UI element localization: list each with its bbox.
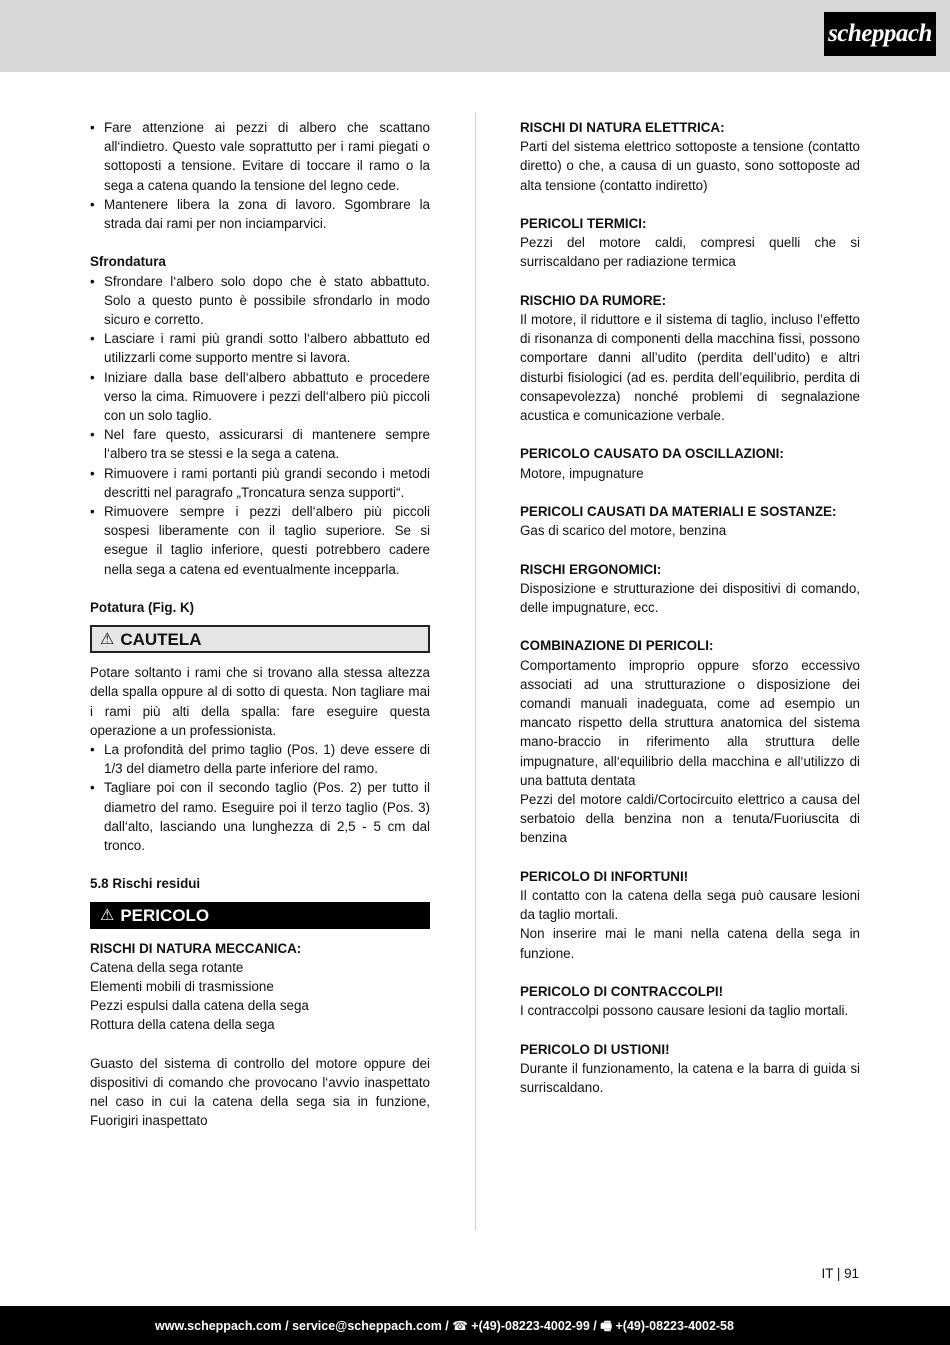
warning-triangle-icon: ⚠ xyxy=(100,906,115,924)
page-number: IT | 91 xyxy=(821,1266,859,1281)
risk-text: Parti del sistema elettrico sottoposte a tensione (contatto diretto) o che, a causa di un guasto, sono sottoposte ad alta tensione (contatto indiretto) xyxy=(520,139,860,193)
risk-heading: PERICOLO DI INFORTUNI! xyxy=(520,868,689,884)
risk-heading: RISCHI ERGONOMICI: xyxy=(520,561,662,577)
risk-text: Non inserire mai le mani nella catena della sega in funzione. xyxy=(520,926,860,961)
section-heading-potatura: Potatura (Fig. K) xyxy=(90,600,195,616)
text-line: Elementi mobili di trasmissione xyxy=(90,979,274,995)
text-line: Catena della sega rotante xyxy=(90,959,244,975)
risk-text: I contraccolpi possono causare lesioni da taglio mortali. xyxy=(520,1003,849,1019)
list-item: • Fare attenzione ai pezzi di albero che scattano all‘indietro. Questo vale soprattutto per i rami piegati o sottoposti a tensione. Evitare di toccare il ramo o la sega a catena quando la tensione del legno cede. xyxy=(90,118,430,195)
risk-text: Il contatto con la catena della sega può causare lesioni da taglio mortali. xyxy=(520,888,860,923)
header-band xyxy=(0,0,950,72)
list-item: • Tagliare poi con il secondo taglio (Pos. 2) per tutto il diametro del ramo. Eseguire poi il terzo taglio (Pos. 3) dall‘alto, lasciando una lunghezza di 2,5 - 5 cm dal tronco. xyxy=(90,778,430,855)
risk-text: Durante il funzionamento, la catena e la barra di guida si surriscaldano. xyxy=(520,1060,860,1096)
list-item: • Sfrondare l‘albero solo dopo che è stato abbattuto. Solo a questo punto è possibile sfrondarlo in modo sicuro e corretto. xyxy=(90,272,430,330)
list-item: • Rimuovere sempre i pezzi dell‘albero più piccoli sospesi liberamente con il taglio superiore. Se si esegue il taglio inferiore, questi potrebbero cadere nella sega a catena ed eventualmente incepparla. xyxy=(90,502,430,579)
risk-text: Disposizione e strutturazione dei dispositivi di comando, delle impugnature, ecc. xyxy=(520,580,860,615)
list-item: • Nel fare questo, assicurarsi di mantenere sempre l‘albero tra se stessi e la sega a catena. xyxy=(90,425,430,463)
risk-heading: RISCHI DI NATURA ELETTRICA: xyxy=(520,120,725,135)
potatura-bullet-list xyxy=(90,740,430,855)
list-item: • Lasciare i rami più grandi sotto l‘albero abbattuto ed utilizzarli come supporto mentre si lavora. xyxy=(90,329,430,367)
section-heading-sfrondatura: Sfrondatura xyxy=(90,254,166,270)
footer-bar xyxy=(0,1306,950,1345)
text-line: Pezzi espulsi dalla catena della sega xyxy=(90,998,309,1014)
guasto-paragraph: Guasto del sistema di controllo del motore oppure dei dispositivi di comando che provocano l‘avvio inaspettato nel caso in cui la catena della sega sia in funzione, Fuorigiri inaspettato xyxy=(90,1055,430,1129)
brand-logo: scheppach xyxy=(824,12,936,56)
list-item: • Rimuovere i rami portanti più grandi secondo i metodi descritti nel paragrafo „Troncatura senza supporti“. xyxy=(90,464,430,502)
risk-heading: PERICOLI CAUSATI DA MATERIALI E SOSTANZE: xyxy=(520,504,837,519)
heading-meccanica: RISCHI DI NATURA MECCANICA: xyxy=(90,940,302,956)
caution-banner xyxy=(90,625,430,653)
risk-text: Pezzi del motore caldi, compresi quelli che si surriscaldano per radiazione termica xyxy=(520,235,860,270)
text-line: Rottura della catena della sega xyxy=(90,1017,275,1033)
list-item: • Mantenere libera la zona di lavoro. Sgombrare la strada dai rami per non inciamparvici. xyxy=(90,195,430,233)
warning-triangle-icon: ⚠ xyxy=(100,630,115,648)
potatura-paragraph: Potare soltanto i rami che si trovano alla stessa altezza della spalla oppure al di sotto di questa. Non tagliare mai i rami più alti della spalla: fare eseguire questa operazione a un professionista. xyxy=(90,665,430,738)
risk-text: Il motore, il riduttore e il sistema di taglio, incluso l’effetto di risonanza di componenti della macchina fissi, possono comportare danni all’udito (perdita dell’udito) e altri disturbi fisiologici (ad es. perdita dell’equilibrio, perdita di consapevolezza) nonché problemi di segnalazione acustica e comunicazione verbale. xyxy=(520,312,860,424)
risk-text: Comportamento improprio oppure sforzo eccessivo associati ad una strutturazione o disposizione dei comandi manuali inadeguata, come ad esempio un mancato rispetto della struttura anatomica del sistema mano-braccio in riferimento alla struttura delle impugnature, all‘equilibrio della macchina e all‘utilizzo di una battuta dentata xyxy=(520,657,860,788)
risk-text: Gas di scarico del motore, benzina xyxy=(520,523,727,539)
column-divider xyxy=(475,112,476,1230)
footer-contact-text: www.scheppach.com / service@scheppach.com / ☎ +(49)-08223-4002-99 / 🖷 +(49)-08223-4002-58 xyxy=(155,1319,734,1333)
right-column xyxy=(520,118,860,1097)
risk-heading: PERICOLI TERMICI: xyxy=(520,216,647,231)
caution-label: CAUTELA xyxy=(120,629,202,649)
risk-heading: PERICOLO CAUSATO DA OSCILLAZIONI: xyxy=(520,446,784,462)
intro-bullet-list xyxy=(90,118,430,233)
left-column xyxy=(90,118,430,1131)
section-heading-rischi-residui: 5.8 Rischi residui xyxy=(90,876,201,892)
risk-text: Pezzi del motore caldi/Cortocircuito elettrico a causa del serbatoio della benzina non a tenuta/Fuoriuscita di benzina xyxy=(520,792,860,846)
danger-label: PERICOLO xyxy=(120,905,210,925)
danger-banner xyxy=(90,902,430,929)
risk-heading: PERICOLO DI CONTRACCOLPI! xyxy=(520,984,724,1000)
list-item: • La profondità del primo taglio (Pos. 1) deve essere di 1/3 del diametro della parte inferiore del ramo. xyxy=(90,740,430,778)
list-item: • Iniziare dalla base dell‘albero abbattuto e procedere verso la cima. Rimuovere i pezzi dell‘albero più piccoli con un solo taglio. xyxy=(90,368,430,426)
risk-heading: PERICOLO DI USTIONI! xyxy=(520,1041,670,1057)
risk-heading: COMBINAZIONE DI PERICOLI: xyxy=(520,638,714,654)
risk-text: Motore, impugnature xyxy=(520,465,644,481)
risk-heading: RISCHIO DA RUMORE: xyxy=(520,292,667,308)
sfrondatura-bullet-list xyxy=(90,272,430,579)
